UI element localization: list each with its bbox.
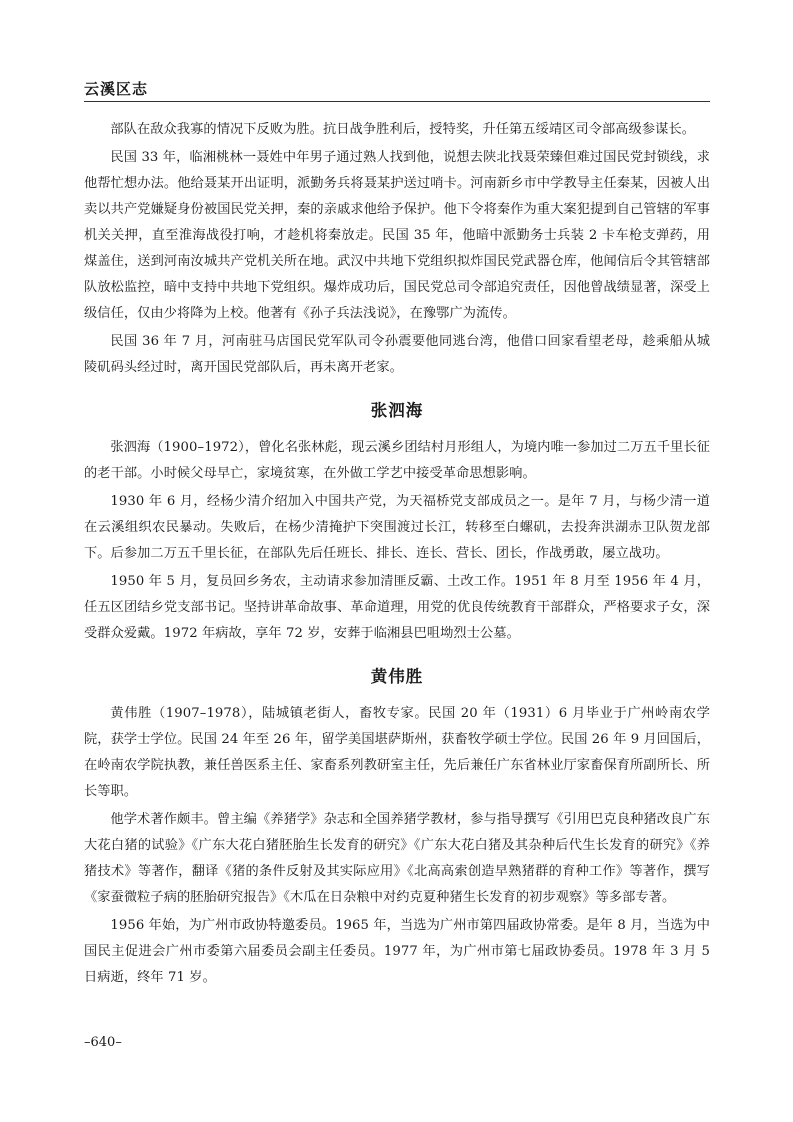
section-paragraph: 张泗海（1900–1972），曾化名张林彪，现云溪乡团结村月形组人，为境内唯一参加过二万五千里长征的老干部。小时候父母早亡，家境贫寒，在外做工学艺中接受革命思想影响。 [84, 440, 710, 481]
section-paragraph: 黄伟胜（1907–1978），陆城镇老街人，畜牧专家。民国 20 年（1931）6 月毕业于广州岭南农学院，获学士学位。民国 24 年至 26 年，留学美国堪萨斯州，获畜牧学硕士学位。民国 26 年 9 月回国后，在岭南农学院执教，兼任兽医系主任、家畜系列教研室主任，先后兼任广东省林业厅家畜保育所副所长、所长等职。 [84, 706, 710, 799]
section-paragraph: 他学术著作颇丰。曾主编《养猪学》杂志和全国养猪学教材，参与指导撰写《引用巴克良种猪改良广东大花白猪的试验》《广东大花白猪胚胎生长发育的研究》《广东大花白猪及其杂种后代生长发育的研究》《养猪技术》等著作，翻译《猪的条件反射及其实际应用》《北高高索创造早熟猪群的育种工作》等著作，撰写《家蚕微粒子病的胚胎研究报告》《木瓜在日杂粮中对约克夏种猪生长发育的初步观察》等多部专著。 [84, 812, 710, 905]
page-number: –640– [84, 1035, 122, 1050]
header-rule [84, 101, 710, 102]
intro-paragraph: 民国 36 年 7 月，河南驻马店国民党军队司令孙震要他同逃台湾，他借口回家看望老母，趁乘船从城陵矶码头经过时，离开国民党部队后，再未离开老家。 [84, 334, 710, 375]
section-paragraph: 1950 年 5 月，复员回乡务农，主动请求参加清匪反霸、土改工作。1951 年 8 月至 1956 年 4 月，任五区团结乡党支部书记。坚持讲革命故事、革命道理，用党的优良传统教育干部群众，严格要求子女，深受群众爱戴。1972 年病故，享年 72 岁，安葬于临湘县巴咀坳烈士公墓。 [84, 574, 710, 641]
section-paragraph: 1930 年 6 月，经杨少清介绍加入中国共产党，为天福桥党支部成员之一。是年 7 月，与杨少清一道在云溪组织农民暴动。失败后，在杨少清掩护下突围渡过长江，转移至白螺矶，去投奔洪湖赤卫队贺龙部下。后参加二万五千里长征，在部队先后任班长、排长、连长、营长、团长，作战勇敢，屡立战功。 [84, 494, 710, 561]
intro-paragraph: 部队在敌众我寡的情况下反败为胜。抗日战争胜利后，授特奖，升任第五绥靖区司令部高级参谋长。 [110, 122, 696, 137]
intro-paragraph: 民国 33 年，临湘桃林一聂姓中年男子通过熟人找到他，说想去陕北找聂荣臻但难过国民党封锁线，求他帮忙想办法。他给聂某开出证明，派勤务兵将聂某护送过哨卡。河南新乡市中学教导主任秦某，因被人出卖以共产党嫌疑身份被国民党关押，秦的亲戚求他给予保护。他下令将秦作为重大案犯提到自己管辖的军事机关关押，直至淮海战役打响，才趁机将秦放走。民国 35 年，他暗中派勤务士兵装 2 卡车枪支弹药，用煤盖住，送到河南汝城共产党机关所在地。武汉中共地下党组织拟炸国民党武器仓库，他闻信后令其管辖部队放松监控，暗中支持中共地下党组织。爆炸成功后，国民党总司令部追究责任，因他曾战绩显著，深受上级信任，仅由少将降为上校。他著有《孙子兵法浅说》，在豫鄂广为流传。 [84, 150, 710, 321]
section-title-zhang-sihai: 张泗海 [370, 401, 424, 420]
book-title-header: 云溪区志 [84, 80, 149, 98]
section-paragraph: 1956 年始，为广州市政协特邀委员。1965 年，当选为广州市第四届政协常委。是年 8 月，当选为中国民主促进会广州市委第六届委员会副主任委员。1977 年，为广州市第七届政协委员。1978 年 3 月 5 日病逝，终年 71 岁。 [84, 918, 710, 985]
section-title-huang-weisheng: 黄伟胜 [370, 667, 424, 686]
page-body [84, 117, 710, 991]
